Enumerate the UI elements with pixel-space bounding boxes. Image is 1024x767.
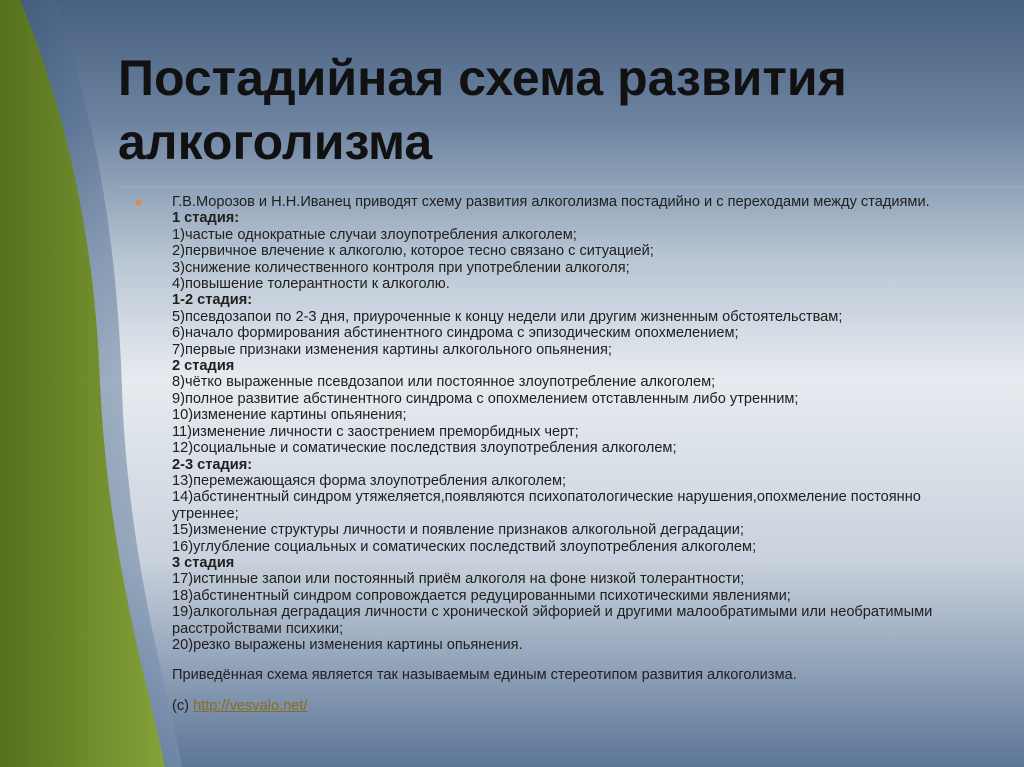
list-item: 6)начало формирования абстинентного синдрома с эпизодическим опохмелением;	[172, 325, 739, 342]
stage-heading: 3 стадия	[172, 554, 235, 571]
list-item: 3)снижение количественного контроля при употреблении алкоголя;	[172, 259, 630, 276]
list-item: 14)абстинентный синдром утяжеляется,появляются психопатологические нарушения,опохмеление постоянно утреннее;	[172, 489, 921, 522]
list-item: 4)повышение толерантности к алкоголю.	[172, 276, 450, 293]
source-link[interactable]: http://vesvalo.net/	[193, 697, 308, 714]
list-item: 9)полное развитие абстинентного синдрома с опохмелением отставленным либо утренним;	[172, 390, 799, 407]
conclusion-text: Приведённая схема является так называемым единым стереотипом развития алкоголизма.	[172, 667, 797, 684]
credit-line	[172, 698, 982, 714]
list-item: 19)алкогольная деградация личности с хронической эйфорией и другими малообратимыми или необратимыми расстройствами психики;	[172, 604, 933, 637]
content-body	[172, 194, 982, 714]
list-item: 18)абстинентный синдром сопровождается редуцированными психотическими явлениями;	[172, 587, 791, 604]
intro-text: Г.В.Морозов и Н.Н.Иванец приводят схему развития алкоголизма постадийно и с переходами между стадиями.	[172, 194, 930, 210]
list-item: 17)истинные запои или постоянный приём алкоголя на фоне низкой толерантности;	[172, 571, 745, 588]
bullet-marker	[136, 200, 141, 205]
page-title: Постадийная схема развития алкоголизма	[118, 50, 847, 170]
stage-heading: 1-2 стадия:	[172, 292, 253, 309]
stage-heading: 1 стадия:	[172, 210, 240, 227]
credit-prefix: (с)	[172, 697, 194, 714]
list-item: 11)изменение личности с заострением преморбидных черт;	[172, 423, 579, 440]
list-item: 15)изменение структуры личности и появление признаков алкогольной деградации;	[172, 522, 744, 539]
list-item: 8)чётко выраженные псевдозапои или постоянное злоупотребление алкоголем;	[172, 374, 716, 391]
list-item: 20)резко выражены изменения картины опьянения.	[172, 636, 523, 653]
stage-heading: 2-3 стадия:	[172, 456, 253, 473]
list-item: 1)частые однократные случаи злоупотребления алкоголем;	[172, 226, 577, 243]
title-divider	[118, 186, 1024, 188]
list-item: 7)первые признаки изменения картины алкогольного опьянения;	[172, 341, 612, 358]
list-item: 12)социальные и соматические последствия злоупотребления алкоголем;	[172, 440, 677, 457]
list-item: 10)изменение картины опьянения;	[172, 407, 407, 424]
list-item: 2)первичное влечение к алкоголю, которое тесно связано с ситуацией;	[172, 243, 654, 260]
list-item: 13)перемежающаяся форма злоупотребления алкоголем;	[172, 472, 567, 489]
stage-heading: 2 стадия	[172, 358, 235, 375]
list-item: 5)псевдозапои по 2-3 дня, приуроченные к концу недели или другим жизненным обстоятельствам;	[172, 308, 843, 325]
list-item: 16)углубление социальных и соматических последствий злоупотребления алкоголем;	[172, 538, 757, 555]
